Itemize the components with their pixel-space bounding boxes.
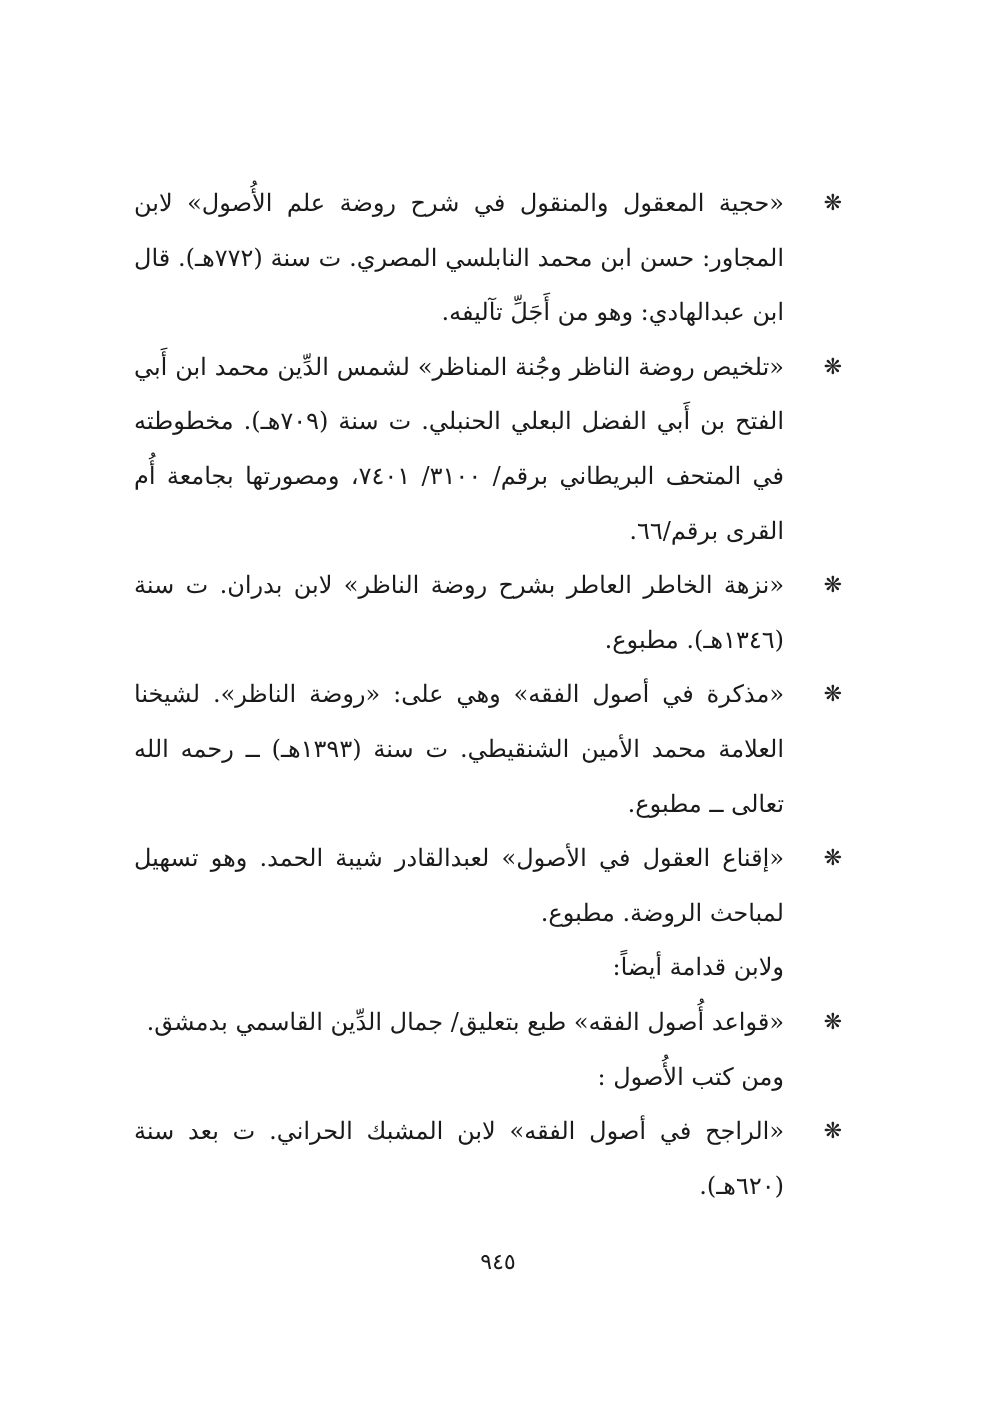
bibliography-entry xyxy=(134,340,848,558)
asterisk-bullet-icon: ❋ xyxy=(823,682,842,708)
entry-text: «الراجح في أصول الفقه» لابن المشبك الحراني. ت بعد سنة (٦٢٠هـ). xyxy=(134,1117,784,1200)
bibliography-entry xyxy=(134,176,848,340)
section-note: ومن كتب الأُصول : xyxy=(597,1062,784,1091)
entry-text: «إقناع العقول في الأصول» لعبدالقادر شيبة الحمد. وهو تسهيل لمباحث الروضة. مطبوع. xyxy=(134,844,784,927)
entry-text: «قواعد أُصول الفقه» طبع بتعليق/ جمال الدِّين القاسمي بدمشق. xyxy=(146,1007,784,1036)
entry-text: «تلخيص روضة الناظر وجُنة المناظر» لشمس الدِّين محمد ابن أَبي الفتح بن أَبي الفضل البعلي الحنبلي. ت سنة (٧٠٩هـ). مخطوطته في المتحف البريطاني برقم/ ٣١٠٠/ ٧٤٠١، ومصورتها بجامعة أُم القرى برقم/٦٦. xyxy=(134,352,785,545)
asterisk-bullet-icon: ❋ xyxy=(823,191,842,216)
asterisk-bullet-icon: ❋ xyxy=(823,1009,842,1035)
bibliography-entry xyxy=(134,1104,848,1213)
page-body xyxy=(134,176,848,1213)
asterisk-bullet-icon: ❋ xyxy=(823,573,842,599)
entry-text: «حجية المعقول والمنقول في شرح روضة علم الأُصول» لابن المجاور: حسن ابن محمد النابلسي المصري. ت سنة (٧٧٢هـ). قال ابن عبدالهادي: وهو من أَجَلِّ تآليفه. xyxy=(134,189,785,327)
entry-text: «نزهة الخاطر العاطر بشرح روضة الناظر» لابن بدران. ت سنة (١٣٤٦هـ). مطبوع. xyxy=(134,571,784,654)
entry-text: «مذكرة في أصول الفقه» وهي على: «روضة الناظر». لشيخنا العلامة محمد الأمين الشنقيطي. ت سنة (١٣٩٣هـ) ــ رحمه الله تعالى ــ مطبوع. xyxy=(134,680,784,818)
page-number: ٩٤٥ xyxy=(480,1250,516,1275)
bibliography-entry xyxy=(134,667,848,831)
section-note: ولابن قدامة أيضاً: xyxy=(612,953,784,982)
bibliography-entry xyxy=(134,995,848,1050)
bibliography-entry xyxy=(134,831,848,940)
asterisk-bullet-icon: ❋ xyxy=(823,1119,842,1145)
asterisk-bullet-icon: ❋ xyxy=(823,354,842,380)
asterisk-bullet-icon: ❋ xyxy=(823,846,842,872)
bibliography-entry xyxy=(134,558,848,667)
